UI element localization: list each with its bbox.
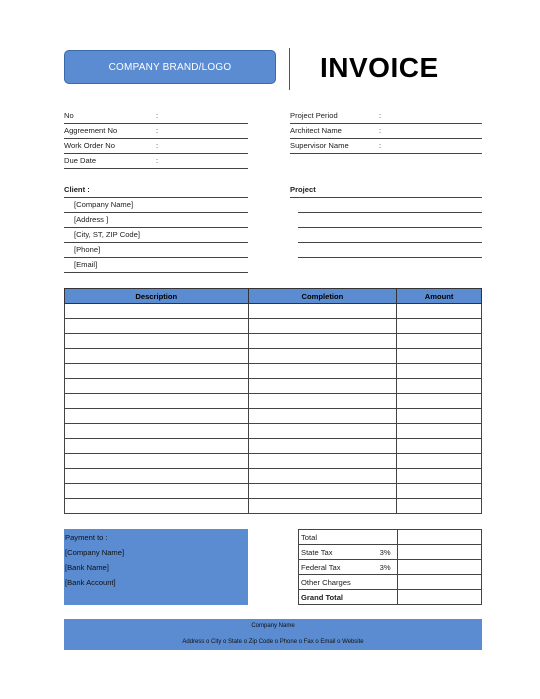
info-colon: : [379, 141, 382, 150]
totals-row [299, 575, 482, 590]
amount-cell[interactable] [397, 439, 482, 454]
description-cell[interactable] [65, 409, 249, 424]
table-row [65, 334, 482, 349]
totals-row [299, 560, 482, 575]
totals-pct [364, 530, 397, 545]
client-heading: Client : [64, 184, 248, 198]
completion-cell[interactable] [248, 469, 397, 484]
info-label: Due Date [64, 156, 97, 165]
totals-pct [364, 590, 397, 605]
items-table [64, 288, 482, 514]
totals-table [298, 529, 482, 605]
completion-cell[interactable] [248, 349, 397, 364]
project-line [298, 198, 482, 213]
table-row [65, 484, 482, 499]
table-row [65, 469, 482, 484]
info-label: No [64, 111, 74, 120]
amount-cell[interactable] [397, 424, 482, 439]
description-cell[interactable] [65, 394, 249, 409]
table-row [65, 424, 482, 439]
header-divider [289, 48, 290, 90]
completion-cell[interactable] [248, 409, 397, 424]
info-row-project-period [290, 109, 482, 124]
table-row [65, 394, 482, 409]
description-cell[interactable] [65, 439, 249, 454]
amount-cell[interactable] [397, 349, 482, 364]
info-label: Supervisor Name [290, 141, 349, 150]
completion-cell[interactable] [248, 454, 397, 469]
completion-cell[interactable] [248, 304, 397, 319]
info-row-architect-name [290, 124, 482, 139]
table-row [65, 454, 482, 469]
project-line [298, 228, 482, 243]
client-email: [Email] [64, 258, 248, 273]
totals-amount-cell[interactable] [397, 590, 481, 605]
description-cell[interactable] [65, 454, 249, 469]
header-amount: Amount [397, 289, 482, 304]
amount-cell[interactable] [397, 319, 482, 334]
header-description: Description [65, 289, 249, 304]
totals-row [299, 545, 482, 560]
amount-cell[interactable] [397, 454, 482, 469]
footer-address: Address o City o State o Zip Code o Phone o Fax o Email o Website [182, 639, 364, 645]
info-row-work-order-no [64, 139, 248, 154]
invoice-title: INVOICE [320, 52, 439, 83]
description-cell[interactable] [65, 484, 249, 499]
info-colon: : [156, 141, 159, 150]
totals-label: State Tax [299, 545, 365, 560]
client-company-name: [Company Name] [64, 198, 248, 213]
table-row [65, 349, 482, 364]
info-label: Project Period [290, 111, 338, 120]
info-row-agreement-no [64, 124, 248, 139]
totals-row [299, 590, 482, 605]
completion-cell[interactable] [248, 319, 397, 334]
amount-cell[interactable] [397, 499, 482, 514]
totals-amount-cell[interactable] [397, 575, 481, 590]
description-cell[interactable] [65, 349, 249, 364]
info-colon: : [156, 111, 159, 120]
info-label: Aggreement No [64, 126, 118, 135]
totals-label: Grand Total [299, 590, 365, 605]
info-colon: : [156, 156, 159, 165]
footer-company-name: Company Name [251, 623, 295, 629]
totals-pct: 3% [364, 545, 397, 560]
payment-company-name: [Company Name] [65, 548, 125, 557]
client-block [64, 184, 248, 273]
amount-cell[interactable] [397, 379, 482, 394]
totals-label: Federal Tax [299, 560, 365, 575]
payment-bank-account: [Bank Account] [65, 578, 116, 587]
client-address: [Address ] [64, 213, 248, 228]
info-label: Work Order No [64, 141, 115, 150]
description-cell[interactable] [65, 379, 249, 394]
table-row [65, 319, 482, 334]
table-row [65, 304, 482, 319]
totals-amount-cell[interactable] [397, 530, 481, 545]
description-cell[interactable] [65, 469, 249, 484]
table-row [65, 499, 482, 514]
client-phone: [Phone] [64, 243, 248, 258]
completion-cell[interactable] [248, 439, 397, 454]
client-city-state-zip: [City, ST, ZIP Code] [64, 228, 248, 243]
info-right-block [290, 109, 482, 154]
totals-label: Other Charges [299, 575, 365, 590]
info-row-no [64, 109, 248, 124]
totals-pct [364, 575, 397, 590]
table-row [65, 379, 482, 394]
completion-cell[interactable] [248, 334, 397, 349]
header-completion: Completion [248, 289, 397, 304]
totals-row [299, 530, 482, 545]
project-block [290, 184, 482, 258]
amount-cell[interactable] [397, 469, 482, 484]
company-logo-placeholder: COMPANY BRAND/LOGO [64, 50, 276, 84]
description-cell[interactable] [65, 499, 249, 514]
info-label: Architect Name [290, 126, 342, 135]
totals-label: Total [299, 530, 365, 545]
info-colon: : [156, 126, 159, 135]
completion-cell[interactable] [248, 364, 397, 379]
info-colon: : [379, 111, 382, 120]
table-row [65, 439, 482, 454]
info-row-supervisor-name [290, 139, 482, 154]
description-cell[interactable] [65, 304, 249, 319]
amount-cell[interactable] [397, 334, 482, 349]
amount-cell[interactable] [397, 394, 482, 409]
totals-amount-cell[interactable] [397, 560, 481, 575]
amount-cell[interactable] [397, 364, 482, 379]
description-cell[interactable] [65, 319, 249, 334]
info-colon: : [379, 126, 382, 135]
description-cell[interactable] [65, 364, 249, 379]
totals-amount-cell[interactable] [397, 545, 481, 560]
items-header-row [65, 289, 482, 304]
project-heading: Project [290, 184, 482, 198]
info-left-block [64, 109, 248, 169]
description-cell[interactable] [65, 424, 249, 439]
completion-cell[interactable] [248, 499, 397, 514]
payment-bank-name: [Bank Name] [65, 563, 109, 572]
completion-cell[interactable] [248, 484, 397, 499]
completion-cell[interactable] [248, 394, 397, 409]
info-row-due-date [64, 154, 248, 169]
table-row [65, 364, 482, 379]
description-cell[interactable] [65, 334, 249, 349]
project-line [298, 243, 482, 258]
footer-bar [64, 619, 482, 650]
amount-cell[interactable] [397, 409, 482, 424]
project-line [298, 213, 482, 228]
completion-cell[interactable] [248, 424, 397, 439]
table-row [65, 409, 482, 424]
amount-cell[interactable] [397, 304, 482, 319]
amount-cell[interactable] [397, 484, 482, 499]
payment-heading: Payment to : [65, 533, 108, 542]
completion-cell[interactable] [248, 379, 397, 394]
payment-box [64, 529, 248, 605]
totals-pct: 3% [364, 560, 397, 575]
